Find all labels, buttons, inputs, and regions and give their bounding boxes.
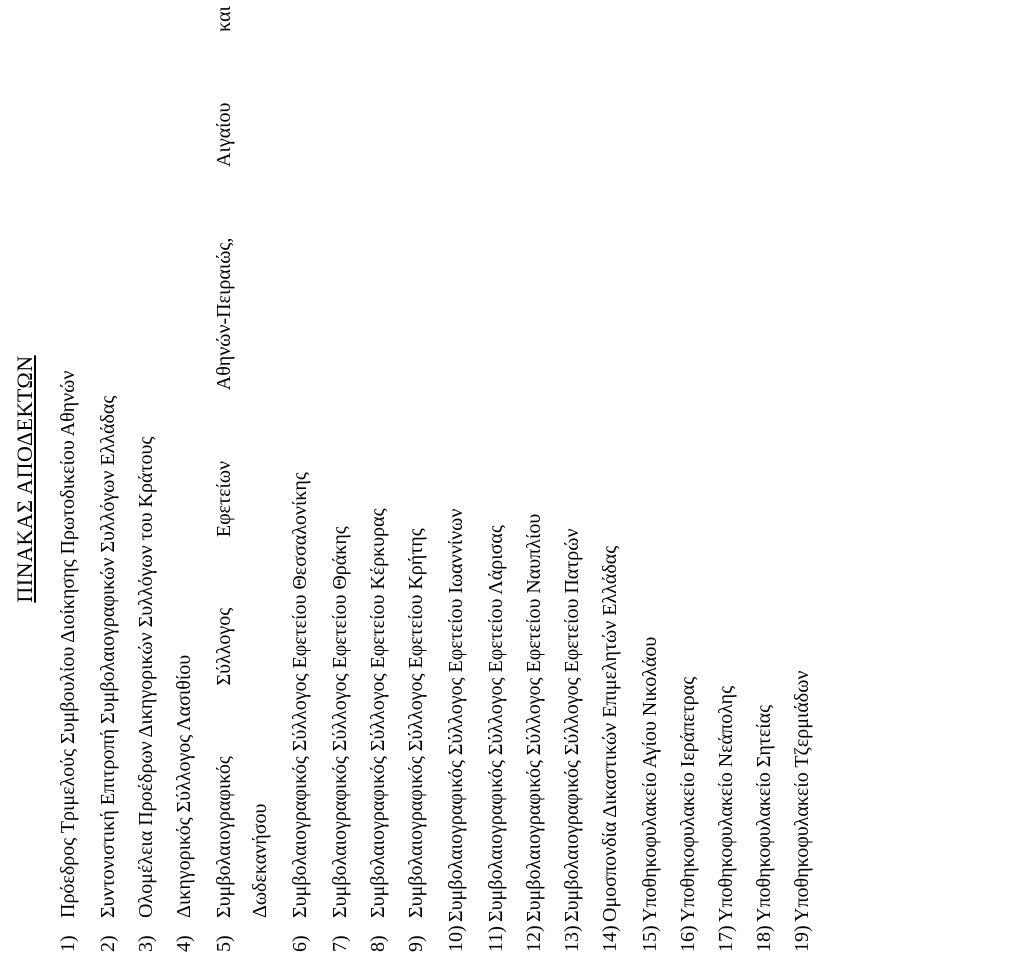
recipient-number: 12) [523,925,545,952]
recipient-item [132,0,160,958]
recipient-item [286,0,314,958]
recipient-item [750,0,778,958]
recipient-name: Δικηγορικός Σύλλογος Λασιθίου [173,654,195,918]
recipient-name: Συμβολαιογραφικός Σύλλογος Εφετείου Κέρκυρας [367,508,389,918]
recipient-name: Συμβολαιογραφικός Σύλλογος Εφετείου Ναυπλίου [523,513,545,922]
recipient-number: 15) [639,925,661,952]
recipient-name: Υποθηκοφυλακείο Νεάπολης [715,685,737,922]
recipient-name: Πρόεδρος Τριμελούς Συμβουλίου Διοίκησης Πρωτοδικείου Αθηνών [57,370,79,918]
recipient-item [210,0,238,958]
recipient-word: Αιγαίου [213,102,235,167]
recipient-item [712,0,740,958]
recipient-name: Υποθηκοφυλακείο Ιεράπετρας [677,676,699,922]
recipient-name: Συμβολαιογραφικός Σύλλογος Εφετείου Θεσσαλονίκης [289,472,311,918]
recipient-number: 19) [791,925,813,952]
recipient-name: Συμβολαιογραφικός Σύλλογος Εφετείου Κρήτης [405,528,427,918]
recipient-number: 1) [57,935,79,952]
recipient-name: Συμβολαιογραφικός Σύλλογος Εφετείου Ιωαννίνων [445,508,467,922]
recipient-name: Ομοσπονδία Δικαστικών Επιμελητών Ελλάδας [599,545,621,922]
recipient-number: 17) [715,925,737,952]
recipient-name: Συμβολαιογραφικός Σύλλογος Εφετείου Θράκης [329,526,351,918]
recipient-item-continuation [246,0,274,958]
recipient-item [170,0,198,958]
recipient-number: 10) [445,925,467,952]
recipient-name [210,6,238,918]
recipient-number: 3) [135,935,157,952]
recipient-item [788,0,816,958]
recipient-number: 11) [485,926,507,952]
recipient-item [520,0,548,958]
recipient-number: 16) [677,925,699,952]
recipient-item [558,0,586,958]
recipient-number: 5) [213,935,235,952]
recipient-name: Ολομέλεια Προέδρων Δικηγορικών Συλλόγων του Κράτους [135,436,157,918]
recipient-item [674,0,702,958]
recipient-word: Σύλλογος [213,607,235,686]
recipient-number: 18) [753,925,775,952]
recipient-name: Υποθηκοφυλακείο Σητείας [753,704,775,922]
recipient-item [442,0,470,958]
recipient-item [402,0,430,958]
recipient-word: και [213,6,235,32]
recipient-number: 13) [561,925,583,952]
recipient-number: 7) [329,935,351,952]
recipient-word: Εφετείων [213,460,235,538]
recipient-number: 2) [97,935,119,952]
recipient-word: Συμβολαιογραφικός [213,756,235,918]
recipient-number: 9) [405,935,427,952]
document-title: ΠΙΝΑΚΑΣ ΑΠΟΔΕΚΤΩΝ [12,355,37,603]
recipient-item [482,0,510,958]
recipient-item [54,0,82,958]
recipient-name: Υποθηκοφυλακείο Αγίου Νικολάου [639,636,661,922]
recipient-item [596,0,624,958]
recipient-name: Υποθηκοφυλακείο Τζερμιάδων [791,670,813,922]
recipient-item [326,0,354,958]
recipient-number: 8) [367,935,389,952]
recipient-name: Συντονιστική Επιτροπή Συμβολαιογραφικών Συλλόγων Ελλάδας [97,395,119,918]
recipient-name-continuation: Δωδεκανήσου [249,803,271,918]
recipient-number: 6) [289,935,311,952]
recipient-number: 4) [173,935,195,952]
recipient-name: Συμβολαιογραφικός Σύλλογος Εφετείου Λάρισας [485,525,507,922]
recipient-name: Συμβολαιογραφικός Σύλλογος Εφετείου Πατρών [561,528,583,922]
recipient-word: Αθηνών-Πειραιώς, [213,237,235,391]
recipient-item [364,0,392,958]
recipient-item [94,0,122,958]
recipient-number: 14) [599,925,621,952]
recipient-item [636,0,664,958]
